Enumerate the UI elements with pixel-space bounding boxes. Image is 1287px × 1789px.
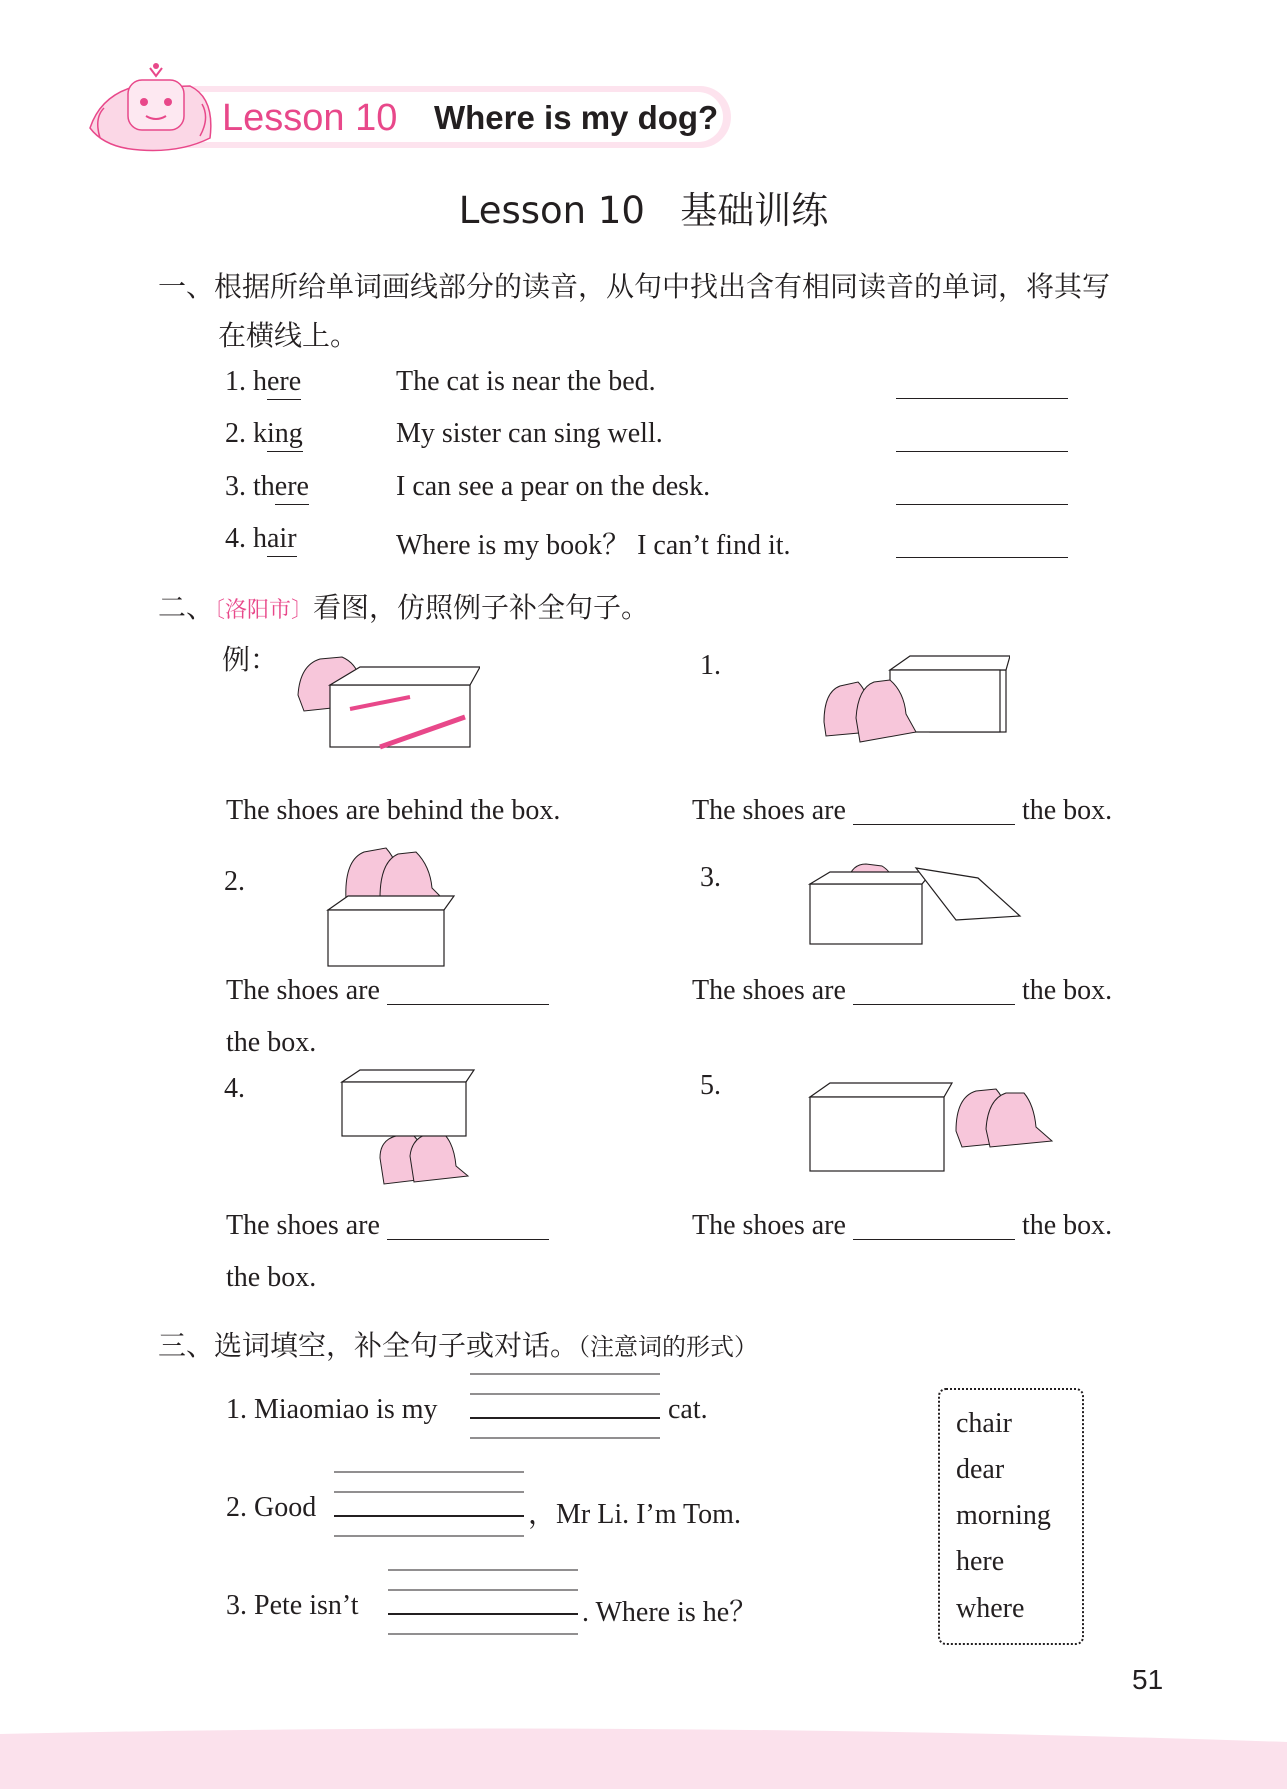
writing-lines-1[interactable]	[468, 1372, 662, 1442]
item-num: 3.	[225, 471, 246, 502]
underlined-letters: ere	[267, 366, 301, 400]
section3-heading-text: 三、选词填空，补全句子或对话。	[158, 1329, 579, 1362]
answer-blank[interactable]	[853, 824, 1015, 825]
page-number: 51	[1132, 1664, 1164, 1695]
lesson-label: Lesson 10	[222, 97, 398, 139]
answer-blank[interactable]	[853, 1239, 1015, 1240]
shoes-next-to-box-image	[820, 652, 1010, 752]
item-word-pre: th	[253, 471, 275, 502]
picture-num-3: 3.	[700, 862, 721, 893]
sentence-2-end: the box.	[226, 1027, 317, 1058]
example-label: 例：	[222, 643, 279, 676]
underlined-letters: air	[267, 523, 297, 557]
answer-blank[interactable]	[896, 451, 1068, 452]
shoes-under-box-image	[340, 1068, 480, 1193]
shoes-beside-box-image	[808, 1075, 1058, 1175]
answer-blank[interactable]	[896, 504, 1068, 505]
footer-band	[0, 1720, 1287, 1789]
section2-heading-text: 看图，仿照例子补全句子。	[313, 591, 650, 624]
word-bank-item: morning	[956, 1500, 1051, 1531]
answer-blank[interactable]	[896, 398, 1068, 399]
section3-item-1-post: cat.	[668, 1394, 708, 1425]
section3-heading	[158, 1324, 758, 1364]
page-title: Lesson 10 基础训练	[458, 189, 829, 232]
item-num: 1.	[225, 366, 246, 397]
sentence-3	[692, 975, 1112, 1007]
sentence-1	[692, 795, 1112, 827]
section3-note: （注意词的形式）	[578, 1335, 759, 1361]
robot-mascot-icon	[80, 58, 220, 158]
item-word-pre: h	[253, 366, 267, 397]
source-tag: 〔洛阳市〕	[214, 598, 314, 623]
picture-num-1: 1.	[700, 650, 721, 681]
sentence-start: The shoes are	[226, 1210, 380, 1241]
underlined-letters: ere	[275, 471, 309, 505]
writing-lines-2[interactable]	[332, 1470, 526, 1540]
sentence-end: the box.	[1021, 1210, 1113, 1241]
section3-item-2-post: ，Mr Li. I’m Tom.	[528, 1499, 741, 1530]
sentence-5	[692, 1210, 1112, 1242]
item-sentence: My sister can sing well.	[396, 418, 663, 449]
answer-blank[interactable]	[387, 1004, 549, 1005]
section3-item-3-post: . Where is he？	[582, 1597, 758, 1628]
word-bank-item: dear	[956, 1454, 1005, 1485]
sentence-2	[226, 975, 549, 1007]
picture-num-5: 5.	[700, 1070, 721, 1101]
section3-item-2-pre: 2. Good	[226, 1492, 317, 1523]
section3-item-1-pre: 1. Miaomiao is my	[226, 1394, 438, 1425]
section2-heading	[158, 586, 649, 626]
picture-num-2: 2.	[224, 866, 245, 897]
example-sentence: The shoes are behind the box.	[226, 795, 561, 826]
sentence-end: the box.	[1021, 975, 1113, 1006]
section2-prefix: 二、	[158, 591, 215, 624]
word-bank-item: here	[956, 1546, 1005, 1577]
section3-item-3-pre: 3. Pete isn’t	[226, 1590, 359, 1621]
answer-blank[interactable]	[896, 557, 1068, 558]
item-sentence: The cat is near the bed.	[396, 366, 656, 397]
item-num: 4.	[225, 523, 246, 554]
answer-blank[interactable]	[387, 1239, 549, 1240]
sentence-start: The shoes are	[692, 1210, 846, 1241]
shoes-in-box-image	[808, 860, 1028, 950]
writing-lines-3[interactable]	[386, 1568, 580, 1638]
sentence-end: the box.	[1021, 795, 1113, 826]
shoes-on-box-image	[326, 840, 456, 970]
sentence-4-end: the box.	[226, 1262, 317, 1293]
lesson-title: Where is my dog?	[434, 99, 719, 136]
sentence-start: The shoes are	[692, 975, 846, 1006]
answer-blank[interactable]	[853, 1004, 1015, 1005]
item-word-pre: k	[253, 418, 267, 449]
picture-num-4: 4.	[224, 1073, 245, 1104]
sentence-start: The shoes are	[226, 975, 380, 1006]
section1-heading-line2: 在横线上。	[218, 319, 359, 352]
item-num: 2.	[225, 418, 246, 449]
section1-heading-line1: 一、根据所给单词画线部分的读音，从句中找出含有相同读音的单词，将其写	[158, 270, 1111, 303]
word-bank-item: chair	[956, 1408, 1012, 1439]
underlined-letters: ing	[267, 418, 303, 452]
sentence-4	[226, 1210, 549, 1242]
item-sentence: Where is my book？ I can’t find it.	[396, 530, 791, 561]
item-sentence: I can see a pear on the desk.	[396, 471, 711, 502]
sentence-start: The shoes are	[692, 795, 846, 826]
shoes-behind-box-image	[290, 645, 480, 760]
item-word-pre: h	[253, 523, 267, 554]
word-bank-item: where	[956, 1593, 1025, 1624]
